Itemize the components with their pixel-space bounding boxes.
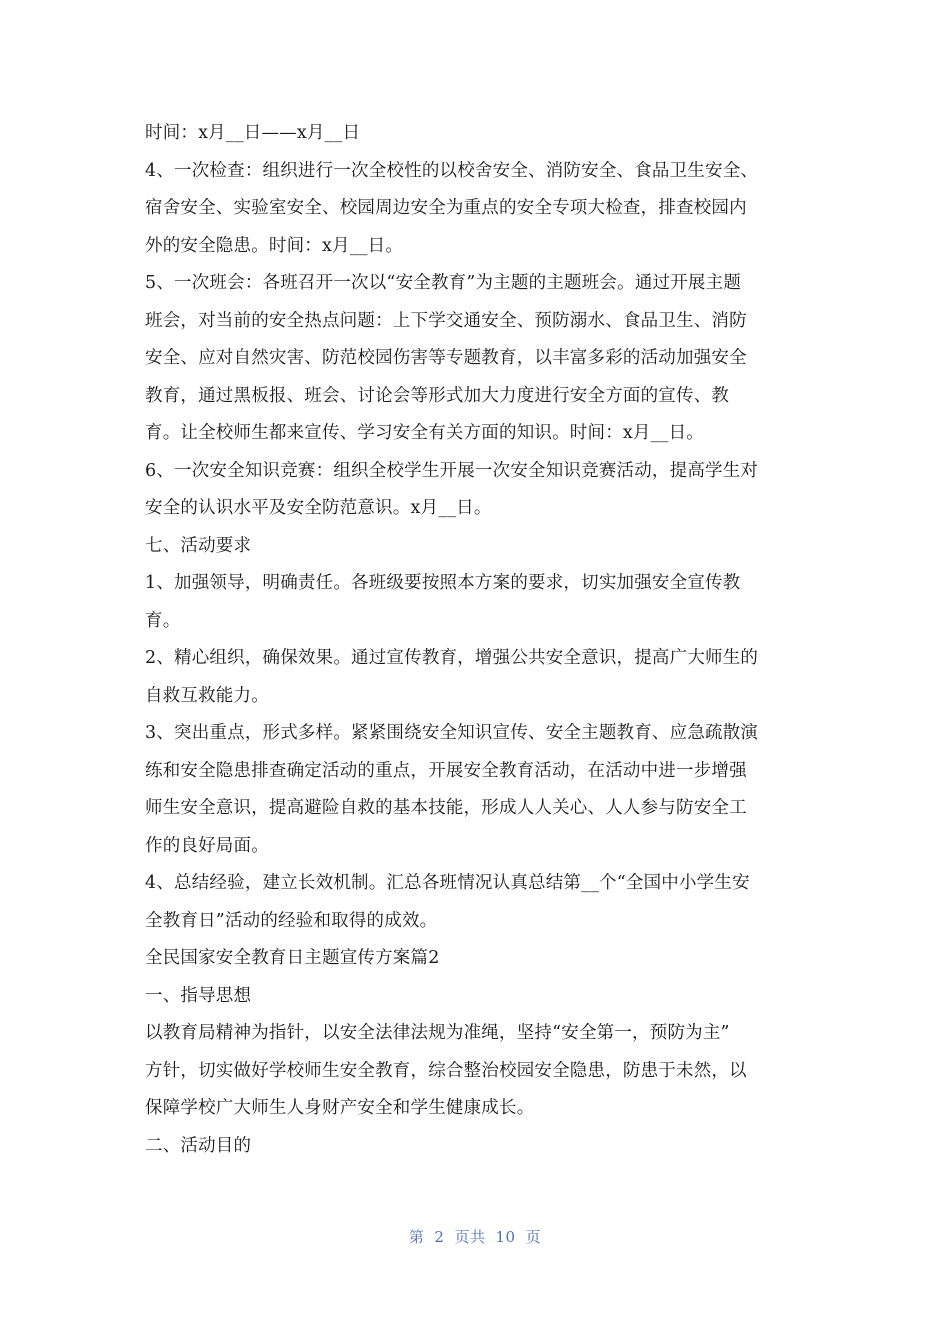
text-line: 1、加强领导，明确责任。各班级要按照本方案的要求，切实加强安全宣传教 [145, 573, 741, 593]
text-line: 3、突出重点，形式多样。紧紧围绕安全知识宣传、安全主题教育、应急疏散演 [145, 723, 759, 743]
text-line: 安全、应对自然灾害、防范校园伤害等专题教育，以丰富多彩的活动加强安全 [145, 348, 747, 368]
text-line: 自救互救能力。 [145, 685, 269, 706]
text-line: 练和安全隐患排查确定活动的重点，开展安全教育活动，在活动中进一步增强 [145, 760, 747, 781]
text-line: 4、一次检查：组织进行一次全校性的以校舍安全、消防安全、食品卫生安全、 [145, 160, 759, 181]
footer-middle: 页共 [454, 1228, 486, 1246]
text-line: 教育，通过黑板报、班会、讨论会等形式加大力度进行安全方面的宣传、教 [145, 385, 730, 406]
document-body [145, 115, 810, 1165]
text-line: 育。让全校师生都来宣传、学习安全有关方面的知识。时间：x月__日。 [145, 423, 704, 443]
text-line: 外的安全隐患。时间：x月__日。 [145, 235, 404, 256]
footer-page-total: 10 [495, 1228, 516, 1246]
text-line: 作的良好局面。 [145, 835, 269, 856]
text-line: 6、一次安全知识竞赛：组织全校学生开展一次安全知识竞赛活动，提高学生对 [145, 460, 759, 481]
text-line: 2、精心组织，确保效果。通过宣传教育，增强公共安全意识，提高广大师生的 [145, 648, 759, 668]
text-line: 4、总结经验，建立长效机制。汇总各班情况认真总结第__个“全国中小学生安 [145, 873, 750, 893]
text-line: 二、活动目的 [145, 1135, 252, 1156]
text-line: 育。 [145, 610, 181, 631]
text-line: 一、指导思想 [145, 985, 252, 1006]
footer-page-current: 2 [434, 1228, 445, 1246]
text-line: 以教育局精神为指针，以安全法律法规为准绳，坚持“安全第一，预防为主” [145, 1023, 730, 1043]
text-line: 时间：x月__日——x月__日 [145, 123, 361, 143]
text-line: 宿舍安全、实验室安全、校园周边安全为重点的安全专项大检查，排查校园内 [145, 198, 747, 218]
text-line: 全教育日”活动的经验和取得的成效。 [145, 910, 438, 931]
text-line: 七、活动要求 [145, 535, 252, 556]
text-line: 师生安全意识，提高避险自救的基本技能，形成人人关心、人人参与防安全工 [145, 798, 747, 818]
text-line: 班会，对当前的安全热点问题：上下学交通安全、预防溺水、食品卫生、消防 [145, 310, 747, 331]
page-footer [0, 1226, 950, 1247]
footer-suffix: 页 [525, 1228, 542, 1246]
footer-prefix: 第 [408, 1228, 425, 1246]
text-line: 方针，切实做好学校师生安全教育，综合整治校园安全隐患，防患于未然，以 [145, 1060, 747, 1081]
text-line: 5、一次班会：各班召开一次以“安全教育”为主题的主题班会。通过开展主题 [145, 273, 742, 293]
text-line: 保障学校广大师生人身财产安全和学生健康成长。 [145, 1098, 535, 1118]
text-line: 安全的认识水平及安全防范意识。x月__日。 [145, 498, 492, 518]
text-line: 全民国家安全教育日主题宣传方案篇2 [145, 948, 440, 968]
